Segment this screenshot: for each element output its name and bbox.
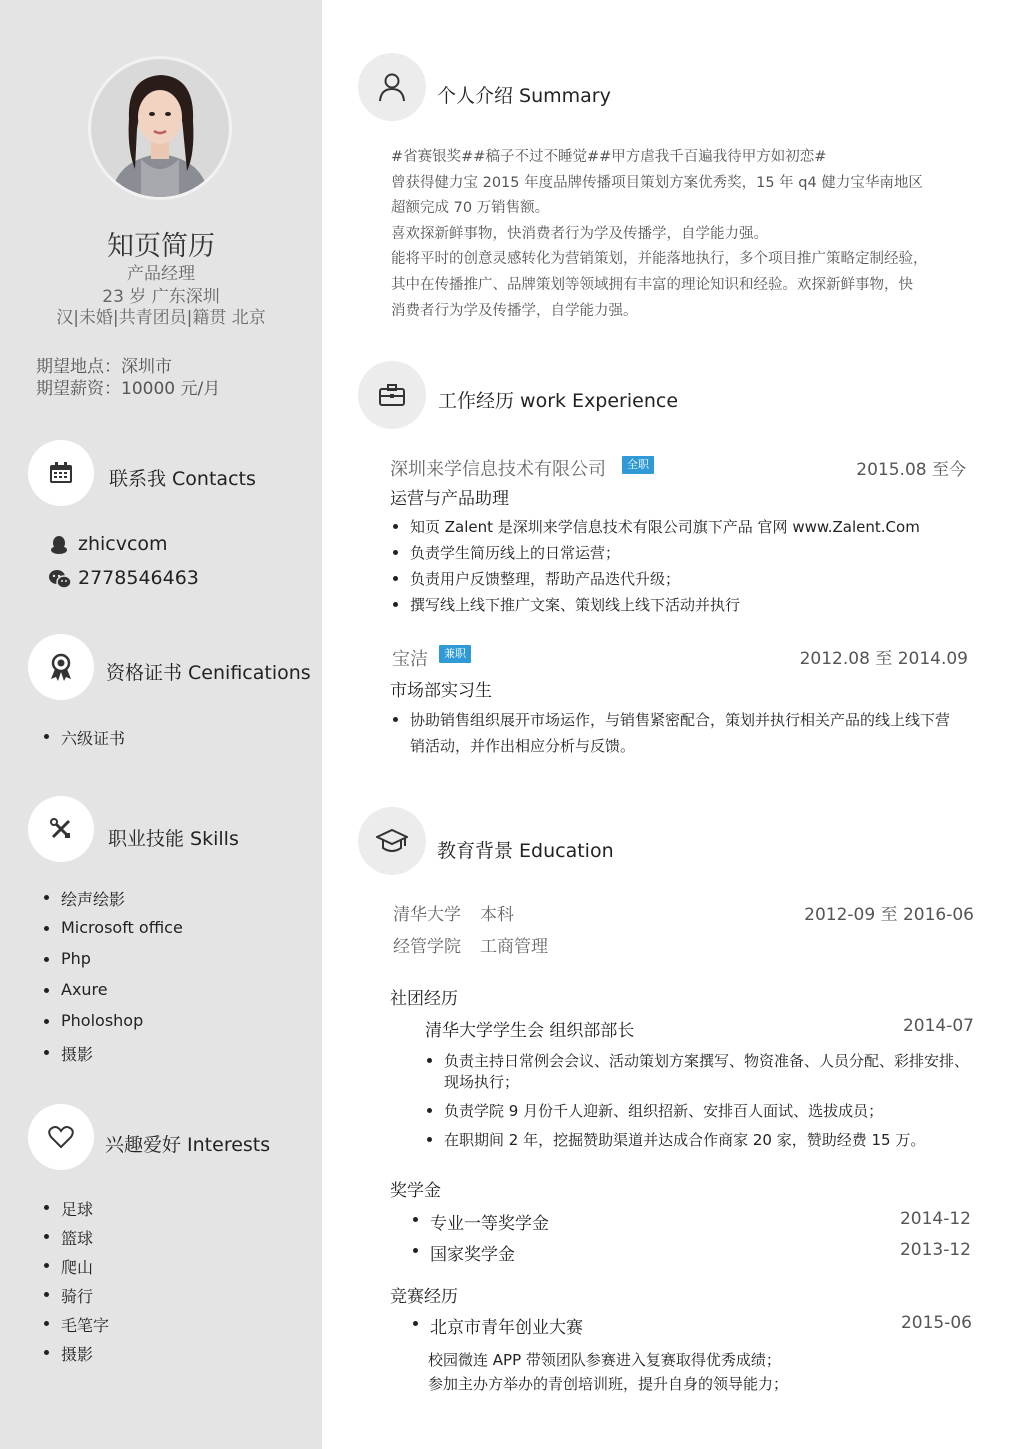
interest-item: 骑行 [61, 1284, 93, 1307]
club-bullet: 负责主持日常例会会议、活动策划方案撰写、物资准备、人员分配、彩排安排、 [444, 1052, 970, 1070]
job-bullet-cont: 销活动，并作出相应分析与反馈。 [410, 737, 636, 755]
calendar-icon [28, 440, 94, 506]
summary-title: 个人介绍 Summary [437, 85, 611, 107]
briefcase-icon [358, 361, 426, 429]
skill-item: 绘声绘影 [61, 887, 125, 910]
skills-title: 职业技能 Skills [108, 828, 239, 850]
interest-item: 毛笔字 [61, 1313, 109, 1336]
contact-wechat: 2778546463 [78, 567, 199, 589]
interest-item: 足球 [61, 1197, 93, 1220]
job-bullet: 负责学生简历线上的日常运营； [410, 544, 621, 562]
job-bullet: 协助销售组织展开市场运作，与销售紧密配合，策划并执行相关产品的线上线下营 [410, 711, 951, 729]
job-type-badge: 兼职 [439, 645, 471, 663]
summary-line: 其中在传播推广、品牌策划等领域拥有丰富的理论知识和经验。欢探新鲜事物，快 [391, 276, 913, 293]
education-date: 2012-09 至 2016-06 [804, 905, 974, 925]
job-date: 2015.08 至今 [856, 460, 966, 480]
contacts-title: 联系我 Contacts [109, 468, 256, 490]
club-date: 2014-07 [902, 1016, 974, 1036]
wechat-icon [49, 569, 71, 593]
scholarship-section-title: 奖学金 [390, 1181, 441, 1201]
interest-item: 篮球 [61, 1226, 93, 1249]
job-bullet: 知页 Zalent 是深圳来学信息技术有限公司旗下产品 官网 www.Zalent.Com [410, 518, 920, 536]
club-name: 清华大学学生会 组织部部长 [425, 1021, 635, 1041]
scholarship-date: 2013-12 [899, 1240, 971, 1260]
company-name: 宝洁 [392, 649, 428, 670]
competition-section-title: 竞赛经历 [390, 1287, 458, 1307]
graduation-cap-icon [358, 807, 426, 875]
job-role: 运营与产品助理 [390, 489, 509, 509]
profile-age-city: 23 岁 广东深圳 [102, 287, 220, 307]
scholarship-item: 国家奖学金 [430, 1240, 515, 1265]
tools-icon [28, 796, 94, 862]
heart-icon [28, 1104, 94, 1170]
major: 工商管理 [480, 937, 548, 957]
skill-item: Php [61, 949, 91, 968]
skill-item: Microsoft office [61, 918, 183, 937]
skill-item: Axure [61, 980, 108, 999]
summary-line: 消费者行为学及传播学，自学能力强。 [391, 302, 638, 319]
interest-item: 摄影 [61, 1342, 93, 1365]
summary-line: 超额完成 70 万销售额。 [391, 200, 550, 217]
degree: 本科 [480, 905, 514, 925]
expected-location: 期望地点：深圳市 [36, 357, 172, 377]
job-bullet: 撰写线上线下推广文案、策划线上线下活动并执行 [410, 596, 741, 614]
competition-line: 参加主办方举办的青创培训班，提升自身的领导能力； [428, 1375, 789, 1393]
expected-salary: 期望薪资：10000 元/月 [36, 379, 221, 399]
job-bullet: 负责用户反馈整理，帮助产品迭代升级； [410, 570, 681, 588]
club-bullet: 在职期间 2 年，挖掘赞助渠道并达成合作商家 20 家，赞助经费 15 万。 [444, 1131, 926, 1149]
skill-item: Pholoshop [61, 1011, 144, 1030]
contact-qq: zhicvcom [78, 533, 168, 555]
job-date: 2012.08 至 2014.09 [799, 649, 968, 669]
club-bullet: 负责学院 9 月份千人迎新、组织招新、安排百人面试、选拔成员； [444, 1102, 884, 1120]
competition-name: 北京市青年创业大赛 [430, 1313, 583, 1338]
award-icon [28, 634, 94, 700]
college: 经管学院 [393, 937, 461, 957]
competition-line: 校园微连 APP 带领团队参赛进入复赛取得优秀成绩； [428, 1351, 781, 1369]
profile-position: 产品经理 [127, 264, 195, 284]
person-icon [358, 53, 426, 121]
job-type-badge: 全职 [622, 456, 654, 474]
profile-name: 知页简历 [107, 231, 215, 262]
interests-title: 兴趣爱好 Interests [105, 1134, 271, 1156]
sidebar [0, 0, 322, 1449]
club-section-title: 社团经历 [390, 989, 458, 1009]
summary-line: 喜欢探新鲜事物，快消费者行为学及传播学，自学能力强。 [391, 225, 768, 242]
summary-text [391, 145, 928, 324]
certificate-item: 六级证书 [61, 726, 125, 749]
job-role: 市场部实习生 [390, 681, 492, 701]
scholarship-item: 专业一等奖学金 [430, 1209, 549, 1234]
summary-line: 曾获得健力宝 2015 年度品牌传播项目策划方案优秀奖，15 年 q4 健力宝华南地区 [391, 174, 923, 191]
summary-line: 能将平时的创意灵感转化为营销策划，并能落地执行，多个项目推广策略定制经验， [391, 251, 928, 268]
profile-info: 汉|未婚|共青团员|籍贯 北京 [56, 308, 266, 328]
summary-line: #省赛银奖##稿子不过不睡觉##甲方虐我千百遍我待甲方如初恋# [391, 149, 827, 165]
club-bullet-cont: 现场执行； [444, 1073, 520, 1091]
work-title: 工作经历 work Experience [438, 390, 679, 412]
avatar [88, 56, 232, 200]
qq-icon [50, 535, 68, 559]
scholarship-date: 2014-12 [899, 1209, 971, 1229]
company-name: 深圳来学信息技术有限公司 [390, 459, 606, 480]
skill-item: 摄影 [61, 1042, 93, 1065]
school-name: 清华大学 [393, 905, 461, 925]
interest-item: 爬山 [61, 1255, 93, 1278]
education-title: 教育背景 Education [437, 840, 614, 862]
certificates-title: 资格证书 Cenifications [106, 662, 311, 684]
competition-date: 2015-06 [900, 1313, 972, 1333]
